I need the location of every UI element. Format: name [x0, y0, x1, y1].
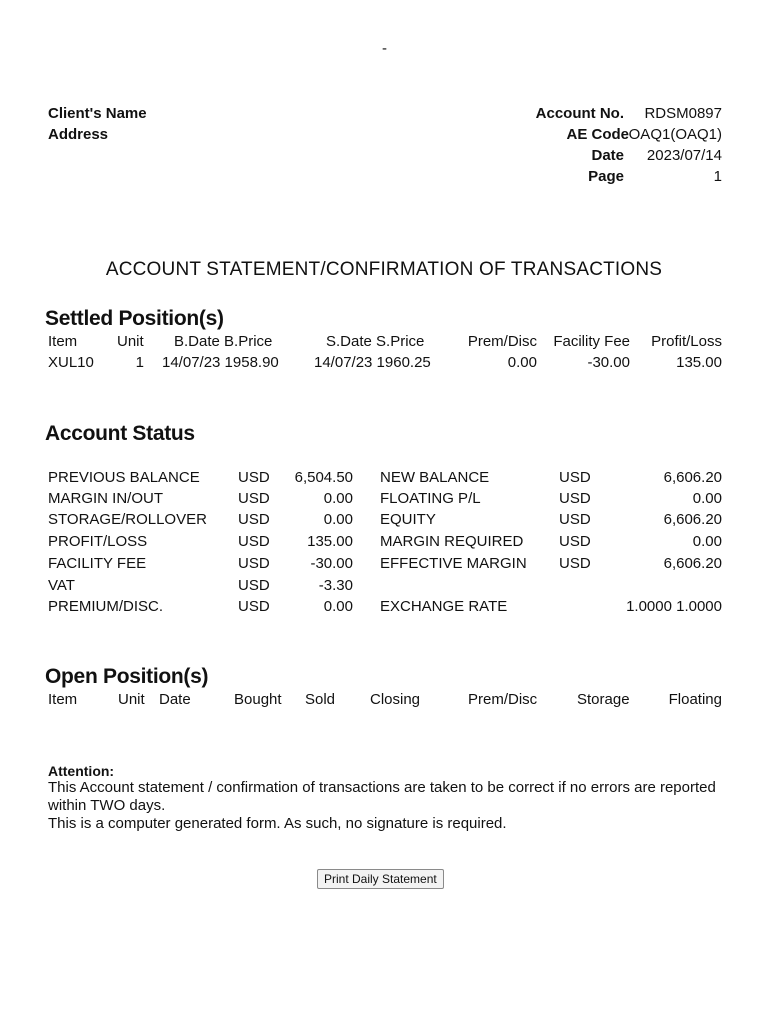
status-label: VAT [48, 577, 75, 594]
ae-code-value: OAQ1(OAQ1) [628, 126, 722, 143]
status-value: 6,606.20 [663, 469, 722, 486]
settled-row-profit-loss: 135.00 [676, 354, 722, 371]
settled-row-sdate-sprice: 14/07/23 1960.25 [314, 354, 431, 371]
status-label: MARGIN REQUIRED [380, 533, 524, 550]
account-no-value: RDSM0897 [644, 105, 722, 122]
attention-title: Attention: [48, 763, 115, 779]
print-daily-statement-button[interactable]: Print Daily Statement [317, 869, 444, 889]
open-header-storage: Storage [577, 691, 630, 708]
status-currency: USD [559, 490, 591, 507]
status-currency: USD [238, 511, 270, 528]
date-label: Date [591, 147, 624, 164]
address-label: Address [48, 126, 109, 143]
status-value: 0.00 [323, 511, 353, 528]
status-value: 0.00 [692, 490, 722, 507]
status-currency: USD [238, 533, 270, 550]
client-name-label: Client's Name [48, 105, 147, 122]
settled-header-facility-fee: Facility Fee [553, 333, 630, 350]
settled-header-profit-loss: Profit/Loss [651, 333, 722, 350]
status-currency: USD [559, 511, 591, 528]
settled-header-unit: Unit [117, 333, 144, 350]
settled-row-item: XUL10 [48, 354, 94, 371]
open-header-date: Date [159, 691, 191, 708]
exchange-rate-label: EXCHANGE RATE [380, 598, 508, 615]
status-currency: USD [559, 533, 591, 550]
settled-header-prem-disc: Prem/Disc [467, 333, 537, 350]
date-value: 2023/07/14 [646, 147, 722, 164]
settled-row-facility-fee: -30.00 [587, 354, 630, 371]
status-label: MARGIN IN/OUT [48, 490, 163, 507]
open-header-floating: Floating [668, 691, 722, 708]
status-value: 135.00 [307, 533, 353, 550]
settled-row-bdate-bprice: 14/07/23 1958.90 [162, 354, 279, 371]
status-value: -30.00 [310, 555, 353, 572]
status-label: PREVIOUS BALANCE [48, 469, 200, 486]
status-label: EFFECTIVE MARGIN [380, 555, 527, 572]
status-value: 0.00 [692, 533, 722, 550]
open-header-sold: Sold [305, 691, 336, 708]
ae-code-label: AE Code [566, 126, 629, 143]
exchange-rate-value: 1.0000 1.0000 [626, 598, 722, 615]
status-currency: USD [559, 555, 591, 572]
open-header-prem-disc: Prem/Disc [468, 691, 538, 708]
settled-row-unit: 1 [135, 354, 144, 371]
open-header-bought: Bought [234, 691, 282, 708]
status-currency: USD [238, 555, 270, 572]
settled-header-sdate-sprice: S.Date S.Price [326, 333, 425, 350]
status-label: FLOATING P/L [380, 490, 481, 507]
status-value: 0.00 [323, 490, 353, 507]
status-currency: USD [238, 490, 270, 507]
status-label: NEW BALANCE [380, 469, 490, 486]
page-label: Page [588, 168, 624, 185]
settled-positions-title: Settled Position(s) [45, 307, 224, 330]
open-header-unit: Unit [118, 691, 145, 708]
status-label: PREMIUM/DISC. [48, 598, 164, 615]
page-value: 1 [713, 168, 722, 185]
status-value: 0.00 [323, 598, 353, 615]
status-label: PROFIT/LOSS [48, 533, 148, 550]
status-value: 6,504.50 [294, 469, 353, 486]
open-header-item: Item [48, 691, 78, 708]
status-currency: USD [238, 577, 270, 594]
open-header-closing: Closing [370, 691, 421, 708]
status-label: FACILITY FEE [48, 555, 147, 572]
status-currency: USD [559, 469, 591, 486]
status-label: STORAGE/ROLLOVER [48, 511, 207, 528]
open-positions-title: Open Position(s) [45, 665, 209, 688]
account-status-title: Account Status [45, 422, 195, 445]
top-mark: - [382, 40, 387, 57]
status-value: -3.30 [318, 577, 353, 594]
status-value: 6,606.20 [663, 555, 722, 572]
settled-header-item: Item [48, 333, 78, 350]
account-no-label: Account No. [535, 105, 624, 122]
status-currency: USD [238, 469, 270, 486]
status-value: 6,606.20 [663, 511, 722, 528]
attention-text-1: This Account statement / confirmation of transactions are taken to be correct if no errors are reported within TWO days. [48, 779, 716, 814]
status-currency: USD [238, 598, 270, 615]
document-title: ACCOUNT STATEMENT/CONFIRMATION OF TRANSACTIONS [105, 259, 663, 280]
settled-header-bdate-bprice: B.Date B.Price [174, 333, 273, 350]
attention-text-2: This is a computer generated form. As such, no signature is required. [48, 815, 507, 832]
status-label: EQUITY [380, 511, 436, 528]
settled-row-prem-disc: 0.00 [507, 354, 537, 371]
